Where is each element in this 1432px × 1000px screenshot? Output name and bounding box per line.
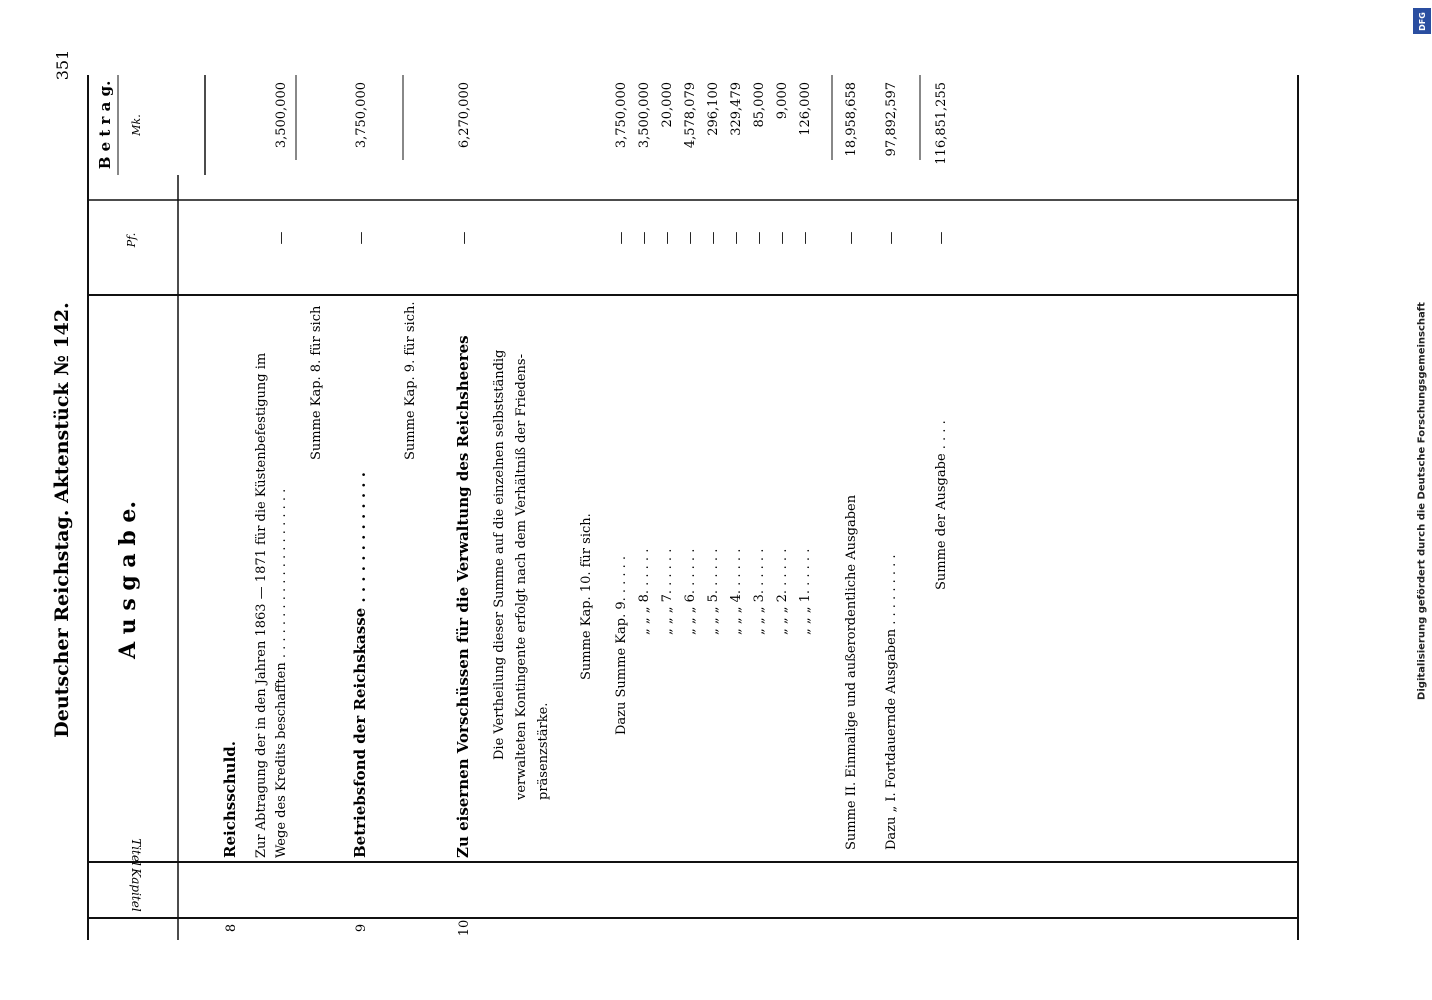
- row-text: Zur Abtragung der in den Jahren 1863 — 1871 für die Küstenbefestigung im: [254, 352, 269, 858]
- row-text: Dazu Summe Kap. 9. . . . . .: [614, 555, 629, 735]
- row-pf: —: [457, 231, 472, 245]
- dfg-watermark: [1411, 8, 1432, 993]
- row-amount: 6,270,000: [457, 82, 472, 149]
- row-amount: 126,000: [798, 82, 813, 136]
- row-text: Summe Kap. 9. für sich.: [403, 301, 418, 460]
- row-text: Summe II. Einmalige und außerordentliche Ausgaben: [844, 494, 859, 850]
- row-pf: —: [637, 231, 652, 245]
- table-heading: A u s g a b e.: [115, 500, 141, 660]
- row-pf: —: [844, 231, 859, 245]
- row-text: „ „ „ 3. . . . . .: [752, 548, 767, 635]
- row-text: präsenzstärke.: [536, 702, 551, 800]
- row-pf: —: [934, 231, 949, 245]
- row-kapitel: 9: [354, 923, 369, 933]
- row-text: „ „ „ 4. . . . . .: [729, 548, 744, 635]
- row-kapitel: 8: [224, 923, 239, 933]
- row-pf: —: [729, 231, 744, 245]
- row-text: Dazu „ I. Fortdauernde Ausgaben . . . . . . . . .: [884, 554, 899, 850]
- row-amount: 4,578,079: [683, 82, 698, 149]
- dfg-logo: DFG: [1413, 8, 1431, 34]
- row-text: Summe der Ausgabe . . . .: [934, 420, 949, 590]
- row-pf: —: [614, 231, 629, 245]
- row-text: verwalteten Kontingente erfolgt nach dem Verhältniß der Friedens-: [514, 354, 529, 800]
- col-header-betrag: B e t r a g.: [96, 80, 114, 170]
- row-pf: —: [798, 231, 813, 245]
- col-header-titel: Titel: [129, 838, 143, 866]
- row-text: Wege des Kredits beschafften . . . . . . . . . . . . . . . . . . . . .: [274, 488, 289, 858]
- row-amount: 97,892,597: [884, 82, 899, 157]
- row-kapitel: 10: [457, 919, 472, 937]
- row-amount: 18,958,658: [844, 82, 859, 157]
- row-text: Betriebsfond der Reichskasse . . . . . . . . . . . . .: [351, 472, 369, 858]
- row-pf: —: [274, 231, 289, 245]
- row-pf: —: [354, 231, 369, 245]
- col-header-kapitel: Kapitel: [129, 868, 143, 912]
- row-amount: 116,851,255: [934, 82, 949, 165]
- row-text: Summe Kap. 8. für sich: [309, 305, 324, 460]
- row-amount: 3,500,000: [274, 82, 289, 149]
- row-pf: —: [683, 231, 698, 245]
- row-amount: 329,479: [729, 82, 744, 136]
- row-text: Die Vertheilung dieser Summe auf die einzelnen selbstständig: [492, 349, 507, 760]
- row-amount: 20,000: [660, 82, 675, 128]
- page-number: 351: [53, 49, 72, 81]
- watermark-text: Digitalisierung gefördert durch die Deutsche Forschungsgemeinschaft: [1416, 301, 1428, 700]
- row-text: „ „ „ 7. . . . . .: [660, 548, 675, 635]
- row-text: Reichsschuld.: [221, 741, 239, 858]
- row-pf: —: [752, 231, 767, 245]
- row-text: Summe Kap. 10. für sich.: [579, 513, 594, 680]
- row-amount: 9,000: [775, 82, 790, 120]
- col-header-pf: Pf.: [125, 232, 138, 248]
- row-pf: —: [775, 231, 790, 245]
- col-header-mk: Mk.: [130, 114, 143, 136]
- row-text: „ „ „ 5. . . . . .: [706, 548, 721, 635]
- row-text: Zu eisernen Vorschüssen für die Verwaltung des Reichsheeres: [454, 335, 472, 858]
- row-pf: —: [706, 231, 721, 245]
- row-amount: 3,500,000: [637, 82, 652, 149]
- row-pf: —: [884, 231, 899, 245]
- row-text: „ „ „ 1. . . . . .: [798, 548, 813, 635]
- running-head: Deutscher Reichstag. Aktenstück № 142.: [51, 302, 73, 738]
- row-amount: 3,750,000: [354, 82, 369, 149]
- row-text: „ „ „ 6. . . . . .: [683, 548, 698, 635]
- row-amount: 296,100: [706, 82, 721, 136]
- row-text: „ „ „ 8. . . . . .: [637, 548, 652, 635]
- row-amount: 3,750,000: [614, 82, 629, 149]
- row-text: „ „ „ 2. . . . . .: [775, 548, 790, 635]
- row-amount: 85,000: [752, 82, 767, 128]
- row-pf: —: [660, 231, 675, 245]
